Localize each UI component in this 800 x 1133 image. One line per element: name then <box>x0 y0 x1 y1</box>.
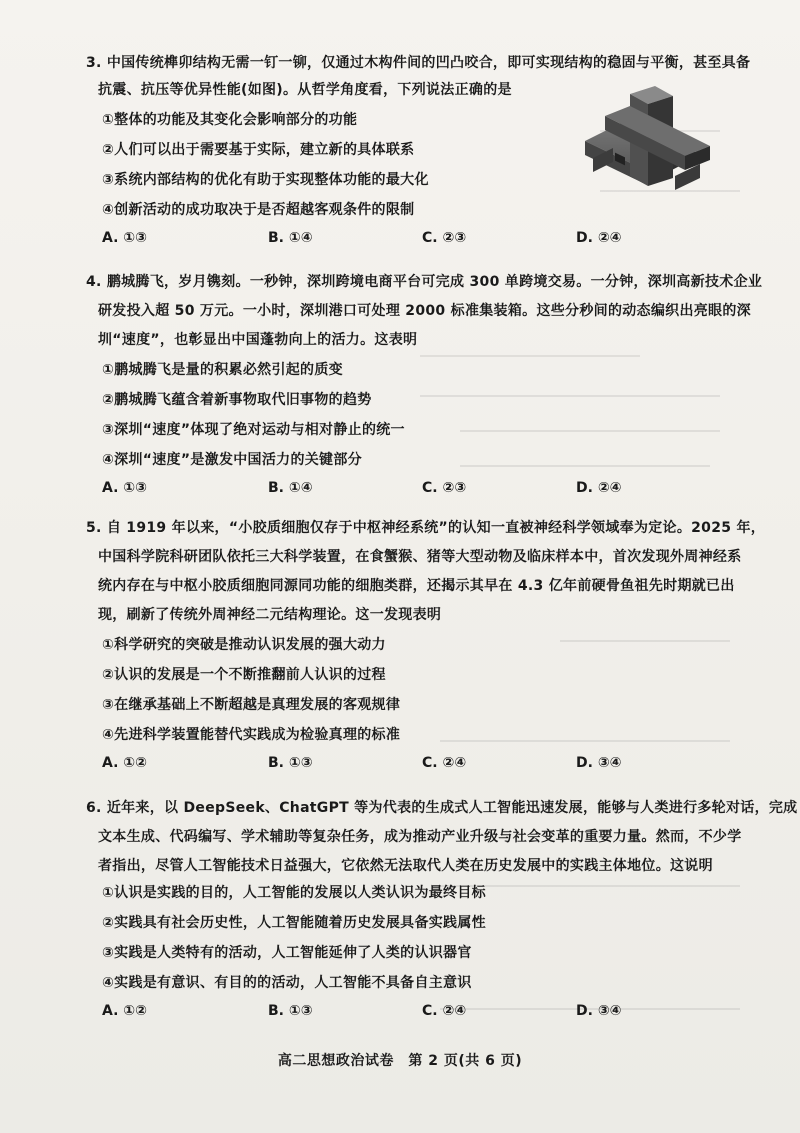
question-4-stem-line: 圳“速度”，也彰显出中国蓬勃向上的活力。这表明 <box>98 332 418 348</box>
choice-a[interactable]: A. ①③ <box>102 480 147 496</box>
question-4-option: ②鹏城腾飞蕴含着新事物取代旧事物的趋势 <box>102 392 372 408</box>
choice-d[interactable]: D. ②④ <box>576 480 622 496</box>
question-6-option: ②实践具有社会历史性，人工智能随着历史发展具备实践属性 <box>102 915 486 931</box>
choice-d[interactable]: D. ③④ <box>576 1003 622 1019</box>
question-3-option: ④创新活动的成功取决于是否超越客观条件的限制 <box>102 202 415 218</box>
question-3-option: ①整体的功能及其变化会影响部分的功能 <box>102 112 358 128</box>
question-6-stem-line: 6. 近年来，以 DeepSeek、ChatGPT 等为代表的生成式人工智能迅速发展，能够与人类进行多轮对话，完成 <box>86 800 798 816</box>
question-5-stem-line: 统内存在与中枢小胶质细胞同源同功能的细胞类群，还揭示其早在 4.3 亿年前硬骨鱼祖先时期就已出 <box>98 578 735 594</box>
question-3-stem-line: 3. 中国传统榫卯结构无需一钉一铆，仅通过木构件间的凹凸咬合，即可实现结构的稳固与平衡，甚至具备 <box>86 55 751 71</box>
question-4 <box>86 269 763 504</box>
question-6-stem-line: 文本生成、代码编写、学术辅助等复杂任务，成为推动产业升级与社会变革的重要力量。然而，不少学 <box>98 829 742 845</box>
choice-a[interactable]: A. ①② <box>102 1003 147 1019</box>
question-6-option: ③实践是人类特有的活动，人工智能延伸了人类的认识器官 <box>102 945 472 961</box>
question-4-choices <box>86 476 746 504</box>
question-5-stem-line: 中国科学院科研团队依托三大科学装置，在食蟹猴、猪等大型动物及临床样本中，首次发现外周神经系 <box>98 549 742 565</box>
question-5-stem-line: 现，刷新了传统外周神经二元结构理论。这一发现表明 <box>98 607 442 623</box>
choice-c[interactable]: C. ②③ <box>422 230 467 246</box>
question-3-choices <box>86 226 746 254</box>
choice-b[interactable]: B. ①③ <box>268 1003 313 1019</box>
question-4-option: ④深圳“速度”是激发中国活力的关键部分 <box>102 452 362 468</box>
choice-a[interactable]: A. ①③ <box>102 230 147 246</box>
question-3-option: ②人们可以出于需要基于实际，建立新的具体联系 <box>102 142 415 158</box>
choice-b[interactable]: B. ①④ <box>268 230 313 246</box>
question-5-choices <box>86 751 746 779</box>
question-4-option: ③深圳“速度”体现了绝对运动与相对静止的统一 <box>102 422 405 438</box>
choice-a[interactable]: A. ①② <box>102 755 147 771</box>
question-3-stem-line: 抗震、抗压等优异性能(如图)。从哲学角度看，下列说法正确的是 <box>98 82 512 98</box>
question-5-option: ③在继承基础上不断超越是真理发展的客观规律 <box>102 697 401 713</box>
question-6-stem-line: 者指出，尽管人工智能技术日益强大，它依然无法取代人类在历史发展中的实践主体地位。这说明 <box>98 858 713 874</box>
choice-c[interactable]: C. ②③ <box>422 480 467 496</box>
question-4-stem-line: 4. 鹏城腾飞，岁月镌刻。一秒钟，深圳跨境电商平台可完成 300 单跨境交易。一分钟，深圳高新技术企业 <box>86 274 763 290</box>
choice-d[interactable]: D. ②④ <box>576 230 622 246</box>
question-6-option: ④实践是有意识、有目的的活动，人工智能不具备自主意识 <box>102 975 472 991</box>
question-5-stem-line: 5. 自 1919 年以来，“小胶质细胞仅存于中枢神经系统”的认知一直被神经科学领域奉为定论。2025 年， <box>86 520 766 536</box>
question-4-option: ①鹏城腾飞是量的积累必然引起的质变 <box>102 362 343 378</box>
choice-b[interactable]: B. ①③ <box>268 755 313 771</box>
choice-c[interactable]: C. ②④ <box>422 755 467 771</box>
mortise-tenon-puzzle-icon <box>575 86 725 206</box>
choice-b[interactable]: B. ①④ <box>268 480 313 496</box>
page-footer: 高二思想政治试卷 第 2 页(共 6 页) <box>277 1053 523 1069</box>
choice-c[interactable]: C. ②④ <box>422 1003 467 1019</box>
choice-d[interactable]: D. ③④ <box>576 755 622 771</box>
question-5 <box>86 515 766 779</box>
question-3-option: ③系统内部结构的优化有助于实现整体功能的最大化 <box>102 172 429 188</box>
question-6-option: ①认识是实践的目的，人工智能的发展以人类认识为最终目标 <box>102 885 486 901</box>
question-6 <box>86 795 798 1027</box>
question-5-option: ②认识的发展是一个不断推翻前人认识的过程 <box>102 667 386 683</box>
question-4-stem-line: 研发投入超 50 万元。一小时，深圳港口可处理 2000 标准集装箱。这些分秒间的动态编织出亮眼的深 <box>98 303 751 319</box>
question-5-option: ④先进科学装置能替代实践成为检验真理的标准 <box>102 727 401 743</box>
question-5-option: ①科学研究的突破是推动认识发展的强大动力 <box>102 637 386 653</box>
question-6-choices <box>86 999 746 1027</box>
